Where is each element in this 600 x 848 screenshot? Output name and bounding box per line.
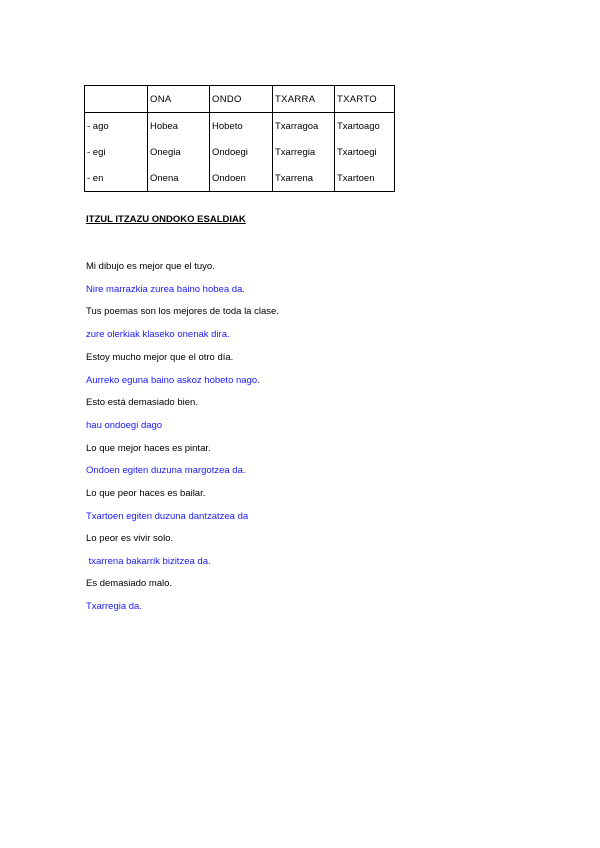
table-row (85, 165, 395, 192)
basque-translation: Txartoen egiten duzuna dantzatzea da (86, 511, 249, 522)
table-cell: Txartoago (335, 113, 395, 140)
table-header-cell: ONA (148, 86, 210, 113)
spanish-sentence: Estoy mucho mejor que el otro día. (86, 352, 234, 363)
basque-translation: txarrena bakarrik bizitzea da. (86, 556, 211, 567)
table-cell: Ondoegi (210, 139, 273, 165)
table-cell: Ondoen (210, 165, 273, 192)
table-header-row (85, 86, 395, 113)
spanish-sentence: Tus poemas son los mejores de toda la clase. (86, 306, 279, 317)
basque-translation: zure olerkiak klaseko onenak dira. (86, 329, 230, 340)
spanish-sentence: Es demasiado malo. (86, 578, 173, 589)
basque-translation: hau ondoegi dago (86, 420, 163, 431)
table-cell: - ago (85, 113, 148, 140)
basque-translation: Aurreko eguna baino askoz hobeto nago. (86, 375, 260, 386)
table-cell: Onegia (148, 139, 210, 165)
table-header-cell: ONDO (210, 86, 273, 113)
basque-translation: Txarregia da. (86, 601, 142, 612)
comparative-table (84, 85, 395, 192)
table-cell: Txarregia (273, 139, 335, 165)
table-cell: Hobea (148, 113, 210, 140)
table-cell: - en (85, 165, 148, 192)
exercise-heading: ITZUL ITZAZU ONDOKO ESALDIAK (86, 214, 246, 225)
spanish-sentence: Lo que mejor haces es pintar. (86, 443, 211, 454)
table-row (85, 113, 395, 140)
table-cell: Txarrena (273, 165, 335, 192)
table-header-cell: TXARTO (335, 86, 395, 113)
table-cell: - egi (85, 139, 148, 165)
table-header-cell: TXARRA (273, 86, 335, 113)
table-cell: Txarragoa (273, 113, 335, 140)
basque-translation: Ondoen egiten duzuna margotzea da. (86, 465, 246, 476)
spanish-sentence: Esto está demasiado bien. (86, 397, 198, 408)
spanish-sentence: Lo que peor haces es bailar. (86, 488, 206, 499)
spanish-sentence: Lo peor es vivir solo. (86, 533, 174, 544)
table-cell: Hobeto (210, 113, 273, 140)
table-row (85, 139, 395, 165)
basque-translation: Nire marrazkia zurea baino hobea da. (86, 284, 245, 295)
table-cell: Onena (148, 165, 210, 192)
table-cell: Txartoegi (335, 139, 395, 165)
table-header-cell (85, 86, 148, 113)
spanish-sentence: Mi dibujo es mejor que el tuyo. (86, 261, 215, 272)
table-cell: Txartoen (335, 165, 395, 192)
